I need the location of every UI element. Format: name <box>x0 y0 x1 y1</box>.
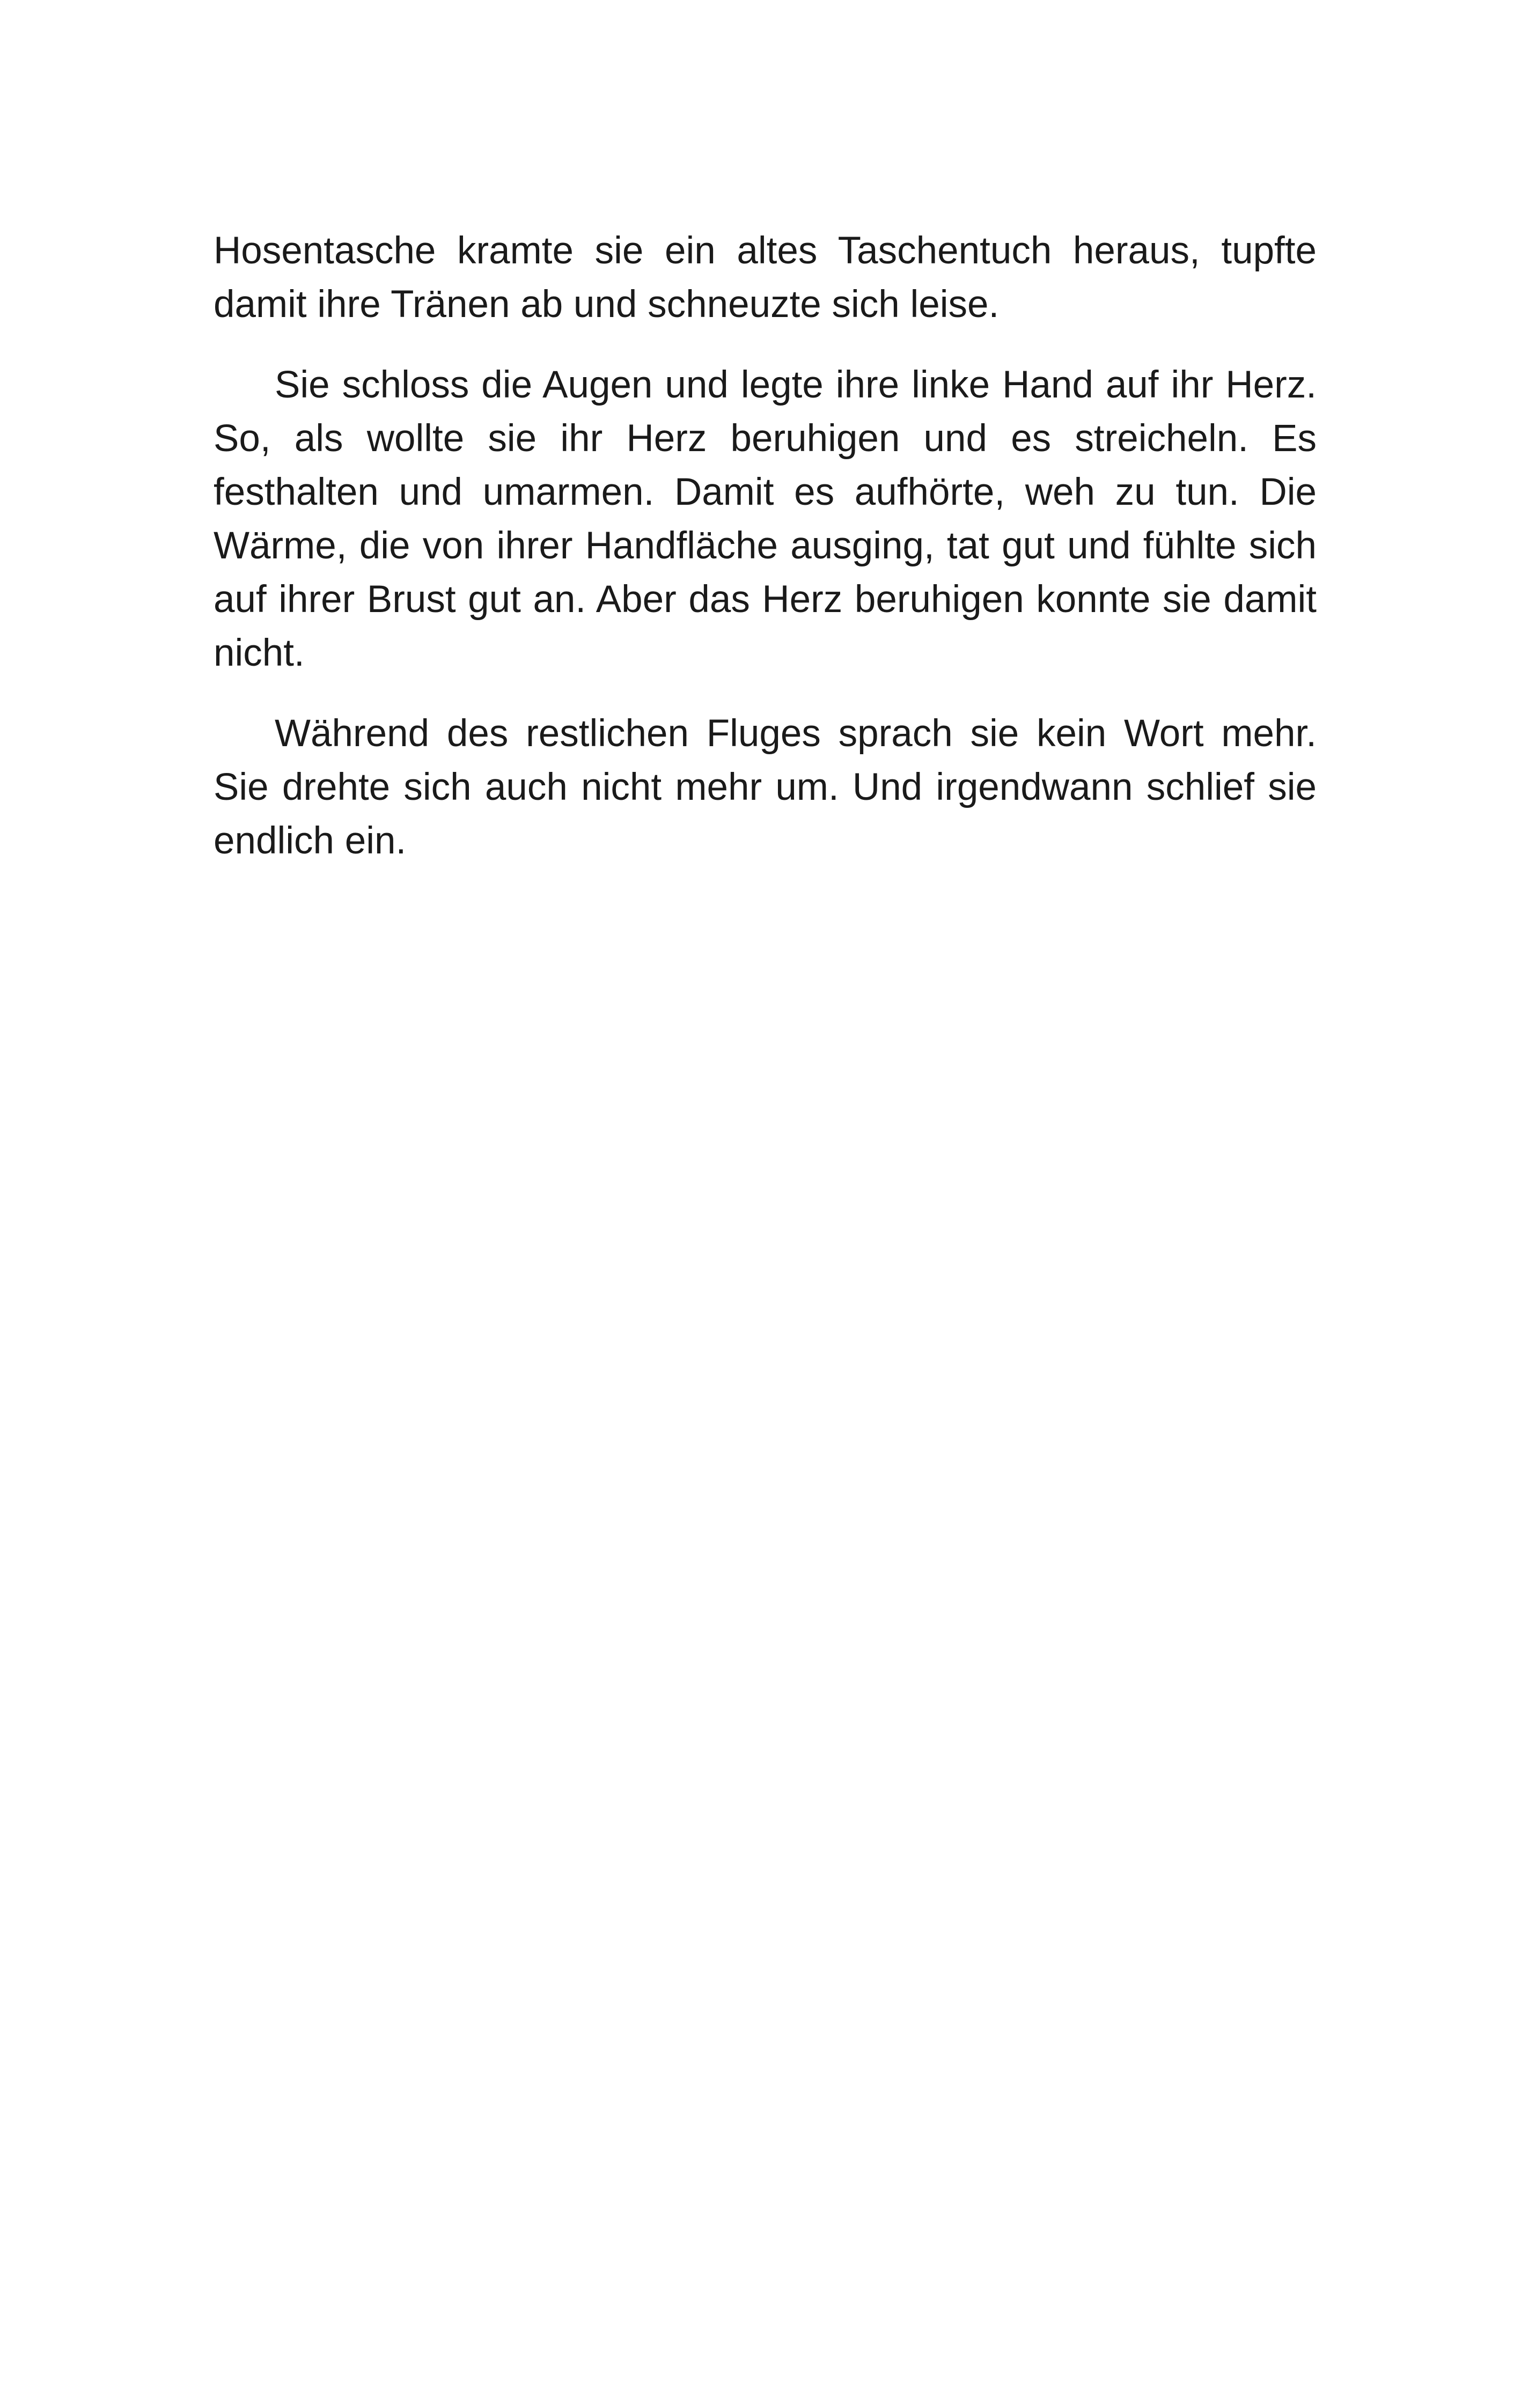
paragraph-2: Sie schloss die Augen und legte ihre linke Hand auf ihr Herz. So, als wollte sie ihr Herz beruhigen und es streicheln. Es festhalten und umarmen. Damit es aufhörte, weh zu tun. Die Wärme, die von ihrer Handfläche ausging, tat gut und fühlte sich auf ihrer Brust gut an. Aber das Herz beruhigen konnte sie damit nicht. <box>214 364 1317 674</box>
paragraph-1: Hosentasche kramte sie ein altes Taschentuch heraus, tupfte damit ihre Tränen ab und schneuzte sich leise. <box>214 230 1317 326</box>
page-body-text <box>214 224 1317 868</box>
paragraph-3: Während des restlichen Fluges sprach sie kein Wort mehr. Sie drehte sich auch nicht mehr um. Und irgendwann schlief sie endlich ein. <box>214 712 1317 862</box>
